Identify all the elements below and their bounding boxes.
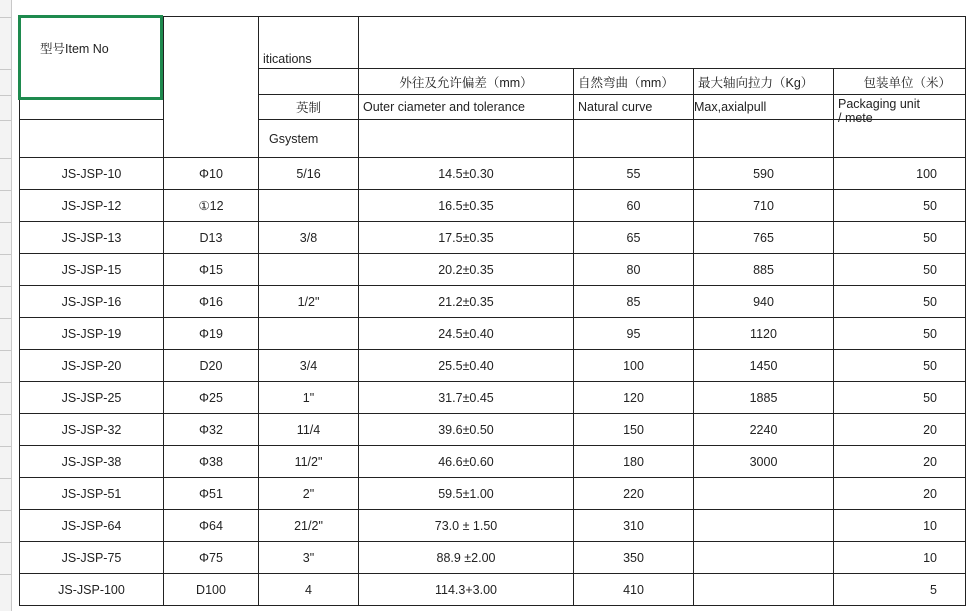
cell-pkg[interactable]: 10 — [834, 542, 966, 574]
cell-pull[interactable]: 885 — [694, 254, 834, 286]
cell-imperial[interactable] — [259, 318, 359, 350]
cell-curve[interactable]: 310 — [574, 510, 694, 542]
cell-diameter[interactable]: ①12 — [164, 190, 259, 222]
cell-item[interactable]: JS-JSP-75 — [20, 542, 164, 574]
cell-imperial[interactable] — [259, 190, 359, 222]
row-header-tick — [0, 190, 11, 191]
cell-curve[interactable]: 180 — [574, 446, 694, 478]
header-diameter-blank[interactable] — [164, 17, 259, 158]
cell-curve[interactable]: 65 — [574, 222, 694, 254]
header-pkg-en[interactable] — [834, 95, 966, 125]
cell-item[interactable]: JS-JSP-32 — [20, 414, 164, 446]
header-specifications[interactable]: itications — [259, 17, 359, 69]
header-pull-blank[interactable] — [694, 120, 834, 158]
cell-curve[interactable]: 410 — [574, 574, 694, 606]
cell-pull[interactable]: 1450 — [694, 350, 834, 382]
cell-pull[interactable]: 2240 — [694, 414, 834, 446]
row-header-tick — [0, 69, 11, 70]
table-row — [20, 510, 966, 542]
cell-pull[interactable]: 1885 — [694, 382, 834, 414]
cell-outer[interactable]: 17.5±0.35 — [359, 222, 574, 254]
cell-outer[interactable]: 21.2±0.35 — [359, 286, 574, 318]
cell-pkg[interactable]: 10 — [834, 510, 966, 542]
cell-item[interactable]: JS-JSP-25 — [20, 382, 164, 414]
row-header-tick — [0, 414, 11, 415]
cell-item[interactable]: JS-JSP-13 — [20, 222, 164, 254]
cell-item[interactable]: JS-JSP-51 — [20, 478, 164, 510]
cell-imperial[interactable]: 3" — [259, 542, 359, 574]
cell-diameter[interactable]: Φ19 — [164, 318, 259, 350]
cell-pkg[interactable]: 20 — [834, 446, 966, 478]
cell-diameter[interactable]: Φ38 — [164, 446, 259, 478]
row-header-tick — [0, 222, 11, 223]
cell-pkg[interactable]: 50 — [834, 254, 966, 286]
header-pull-en[interactable]: Max,axialpull — [694, 95, 834, 120]
cell-pull[interactable] — [694, 574, 834, 606]
row-header-tick — [0, 158, 11, 159]
header-pkg-cn[interactable]: 包装单位（米） — [834, 69, 966, 95]
cell-pkg[interactable]: 50 — [834, 382, 966, 414]
cell-curve[interactable]: 95 — [574, 318, 694, 350]
cell-outer[interactable]: 114.3+3.00 — [359, 574, 574, 606]
cell-diameter[interactable]: Φ16 — [164, 286, 259, 318]
row-header-tick — [0, 17, 11, 18]
table-row — [20, 574, 966, 606]
spec-table — [19, 16, 966, 606]
cell-item[interactable]: JS-JSP-100 — [20, 574, 164, 606]
cell-curve[interactable]: 120 — [574, 382, 694, 414]
row-header-tick — [0, 478, 11, 479]
table-row — [20, 222, 966, 254]
cell-diameter[interactable]: Φ10 — [164, 158, 259, 190]
cell-item[interactable]: JS-JSP-64 — [20, 510, 164, 542]
cell-item[interactable]: JS-JSP-12 — [20, 190, 164, 222]
cell-outer[interactable]: 39.6±0.50 — [359, 414, 574, 446]
cell-item[interactable]: JS-JSP-38 — [20, 446, 164, 478]
table-row — [20, 254, 966, 286]
cell-outer[interactable]: 25.5±0.40 — [359, 350, 574, 382]
header-pkg-blank[interactable] — [834, 120, 966, 158]
cell-pkg[interactable]: 20 — [834, 478, 966, 510]
row-header-tick — [0, 120, 11, 121]
cell-imperial[interactable]: 1/2" — [259, 286, 359, 318]
header-pull-cn[interactable]: 最大轴向拉力（Kg） — [694, 69, 834, 95]
cell-pull[interactable] — [694, 478, 834, 510]
row-header-tick — [0, 254, 11, 255]
cell-curve[interactable]: 60 — [574, 190, 694, 222]
cell-diameter[interactable]: Φ64 — [164, 510, 259, 542]
table-row — [20, 350, 966, 382]
cell-pkg[interactable]: 50 — [834, 318, 966, 350]
cell-imperial[interactable]: 5/16 — [259, 158, 359, 190]
cell-diameter[interactable]: D20 — [164, 350, 259, 382]
cell-outer[interactable]: 14.5±0.30 — [359, 158, 574, 190]
row-header-tick — [0, 286, 11, 287]
cell-item[interactable]: JS-JSP-10 — [20, 158, 164, 190]
table-row — [20, 158, 966, 190]
header-outer-blank[interactable] — [359, 120, 574, 158]
cell-pkg[interactable]: 50 — [834, 286, 966, 318]
row-header-tick — [0, 574, 11, 575]
cell-outer[interactable]: 88.9 ±2.00 — [359, 542, 574, 574]
cell-curve[interactable]: 55 — [574, 158, 694, 190]
cell-imperial[interactable]: 11/2" — [259, 446, 359, 478]
cell-pull[interactable]: 3000 — [694, 446, 834, 478]
header-imperial-cn[interactable]: 英制 — [259, 95, 359, 120]
header-pkg-en-text: Packaging unit / mete — [838, 97, 921, 125]
cell-item[interactable]: JS-JSP-19 — [20, 318, 164, 350]
cell-imperial[interactable]: 11/4 — [259, 414, 359, 446]
cell-curve[interactable]: 150 — [574, 414, 694, 446]
table-row — [20, 286, 966, 318]
cell-imperial[interactable] — [259, 254, 359, 286]
cell-pkg[interactable]: 50 — [834, 222, 966, 254]
row-header-tick — [0, 95, 11, 96]
cell-curve[interactable]: 350 — [574, 542, 694, 574]
cell-imperial[interactable]: 21/2" — [259, 510, 359, 542]
cell-outer[interactable]: 59.5±1.00 — [359, 478, 574, 510]
cell-diameter[interactable]: Φ32 — [164, 414, 259, 446]
row-header-tick — [0, 350, 11, 351]
cell-pull[interactable] — [694, 542, 834, 574]
header-imperial-blank[interactable] — [259, 69, 359, 95]
cell-item[interactable]: JS-JSP-20 — [20, 350, 164, 382]
cell-pull[interactable] — [694, 510, 834, 542]
cell-curve[interactable]: 85 — [574, 286, 694, 318]
table-row — [20, 318, 966, 350]
row-header-gutter — [0, 0, 12, 611]
cell-imperial[interactable]: 3/4 — [259, 350, 359, 382]
cell-outer[interactable]: 24.5±0.40 — [359, 318, 574, 350]
cell-pull[interactable]: 765 — [694, 222, 834, 254]
cell-pkg[interactable]: 50 — [834, 190, 966, 222]
header-item-blank[interactable] — [20, 120, 164, 158]
row-header-tick — [0, 446, 11, 447]
cell-diameter[interactable]: Φ25 — [164, 382, 259, 414]
header-curve-cn[interactable]: 自然弯曲（mm） — [574, 69, 694, 95]
cell-imperial[interactable]: 2" — [259, 478, 359, 510]
header-outer-en[interactable]: Outer ciameter and tolerance — [359, 95, 574, 120]
table-row — [20, 542, 966, 574]
cell-pkg[interactable]: 50 — [834, 350, 966, 382]
cell-pkg[interactable]: 100 — [834, 158, 966, 190]
cell-item[interactable]: JS-JSP-15 — [20, 254, 164, 286]
cell-pull[interactable]: 1120 — [694, 318, 834, 350]
row-header-tick — [0, 318, 11, 319]
cell-diameter[interactable]: D13 — [164, 222, 259, 254]
cell-diameter[interactable]: Φ75 — [164, 542, 259, 574]
table-row — [20, 190, 966, 222]
cell-diameter[interactable]: Φ51 — [164, 478, 259, 510]
header-curve-blank[interactable] — [574, 120, 694, 158]
cell-curve[interactable]: 220 — [574, 478, 694, 510]
cell-pull[interactable]: 940 — [694, 286, 834, 318]
cell-pkg[interactable]: 20 — [834, 414, 966, 446]
cell-outer[interactable]: 16.5±0.35 — [359, 190, 574, 222]
row-header-tick — [0, 382, 11, 383]
cell-outer[interactable]: 20.2±0.35 — [359, 254, 574, 286]
cell-outer[interactable]: 46.6±0.60 — [359, 446, 574, 478]
cell-pkg[interactable]: 5 — [834, 574, 966, 606]
table-row — [20, 382, 966, 414]
cell-pull[interactable]: 590 — [694, 158, 834, 190]
table-row — [20, 414, 966, 446]
cell-curve[interactable]: 100 — [574, 350, 694, 382]
row-header-tick — [0, 542, 11, 543]
cell-pull[interactable]: 710 — [694, 190, 834, 222]
header-outer-cn[interactable]: 外往及允许偏差（mm） — [359, 69, 574, 95]
table-row — [20, 478, 966, 510]
header-curve-en[interactable]: Natural curve — [574, 95, 694, 120]
table-row — [20, 446, 966, 478]
header-imperial-en[interactable]: Gsystem — [259, 120, 359, 158]
cell-item[interactable]: JS-JSP-16 — [20, 286, 164, 318]
cell-diameter[interactable]: Φ15 — [164, 254, 259, 286]
header-item-no[interactable]: 型号Item No — [20, 17, 164, 120]
cell-curve[interactable]: 80 — [574, 254, 694, 286]
cell-diameter[interactable]: D100 — [164, 574, 259, 606]
cell-imperial[interactable]: 3/8 — [259, 222, 359, 254]
cell-imperial[interactable]: 4 — [259, 574, 359, 606]
row-header-tick — [0, 510, 11, 511]
header-blank-top[interactable] — [359, 17, 966, 69]
cell-outer[interactable]: 73.0 ± 1.50 — [359, 510, 574, 542]
cell-outer[interactable]: 31.7±0.45 — [359, 382, 574, 414]
cell-imperial[interactable]: 1" — [259, 382, 359, 414]
